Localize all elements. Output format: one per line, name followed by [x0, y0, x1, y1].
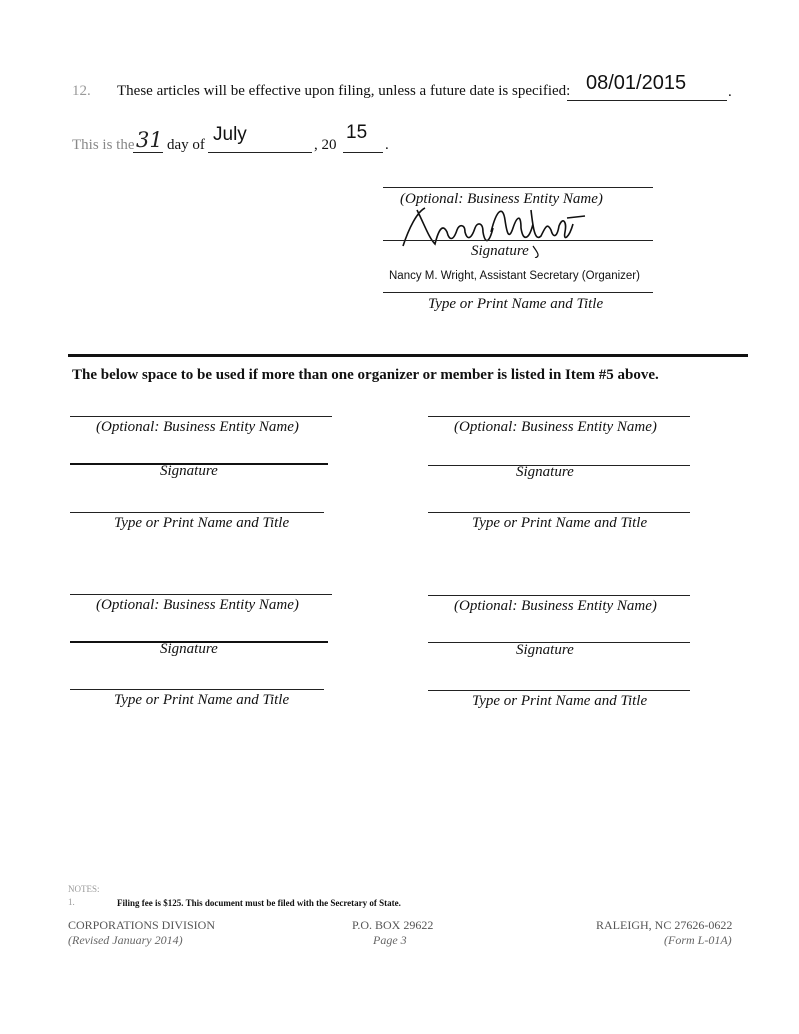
- entity-name-line: [428, 416, 690, 417]
- year-line: [343, 152, 383, 153]
- month-line: [208, 152, 312, 153]
- effective-date-line: [567, 100, 727, 101]
- day-of-label: day of: [167, 137, 205, 153]
- item-number: 12.: [72, 83, 91, 99]
- effective-date-value[interactable]: 08/01/2015: [586, 72, 687, 94]
- name-title-label: Type or Print Name and Title: [472, 693, 648, 709]
- printed-name-value[interactable]: Nancy M. Wright, Assistant Secretary (Organizer): [389, 270, 640, 282]
- footer-page-number: Page 3: [373, 933, 407, 947]
- name-title-line: [70, 512, 324, 513]
- entity-name-label: (Optional: Business Entity Name): [96, 597, 299, 613]
- name-title-line: [70, 689, 324, 690]
- year-prefix: , 20: [314, 137, 337, 153]
- this-is-the-prefix: This is the: [72, 137, 135, 153]
- day-value[interactable]: 31: [136, 128, 163, 152]
- signature-label: Signature: [516, 642, 574, 658]
- entity-name-label: (Optional: Business Entity Name): [96, 419, 299, 435]
- name-title-label: Type or Print Name and Title: [114, 692, 290, 708]
- month-value[interactable]: July: [213, 124, 247, 145]
- period: .: [728, 84, 732, 100]
- day-line: [133, 152, 163, 153]
- additional-organizers-heading: The below space to be used if more than one organizer or member is listed in Item #5 above.: [72, 367, 659, 383]
- item-12-text: These articles will be effective upon filing, unless a future date is specified:: [117, 83, 571, 99]
- name-title-line: [383, 292, 653, 293]
- footer-form-number: (Form L-01A): [664, 933, 732, 947]
- footer-division: CORPORATIONS DIVISION: [68, 918, 216, 932]
- entity-name-label: (Optional: Business Entity Name): [454, 598, 657, 614]
- footer-pobox: P.O. BOX 29622: [352, 918, 434, 932]
- entity-name-line: [70, 416, 332, 417]
- notes-item-number: 1.: [68, 897, 75, 907]
- signature-label: Signature: [471, 243, 529, 259]
- entity-name-label: (Optional: Business Entity Name): [454, 419, 657, 435]
- signature-label: Signature: [516, 464, 574, 480]
- entity-name-line: [428, 595, 690, 596]
- notes-heading: NOTES:: [68, 884, 100, 894]
- section-divider: [68, 354, 748, 357]
- filing-fee-note: Filing fee is $125. This document must be filed with the Secretary of State.: [117, 898, 401, 908]
- entity-name-line: [70, 594, 332, 595]
- period: .: [385, 137, 389, 153]
- year-value[interactable]: 15: [346, 122, 368, 143]
- name-title-label: Type or Print Name and Title: [428, 296, 604, 312]
- name-title-label: Type or Print Name and Title: [114, 515, 290, 531]
- signature-line: [383, 240, 653, 241]
- signature-label: Signature: [160, 463, 218, 479]
- entity-name-line: [383, 187, 653, 188]
- name-title-line: [428, 512, 690, 513]
- footer-address: RALEIGH, NC 27626-0622: [596, 918, 733, 932]
- this-is-the-label: [72, 137, 135, 154]
- name-title-line: [428, 690, 690, 691]
- footer-revised: (Revised January 2014): [68, 933, 183, 947]
- entity-name-label: (Optional: Business Entity Name): [400, 191, 603, 207]
- signature-label: Signature: [160, 641, 218, 657]
- name-title-label: Type or Print Name and Title: [472, 515, 648, 531]
